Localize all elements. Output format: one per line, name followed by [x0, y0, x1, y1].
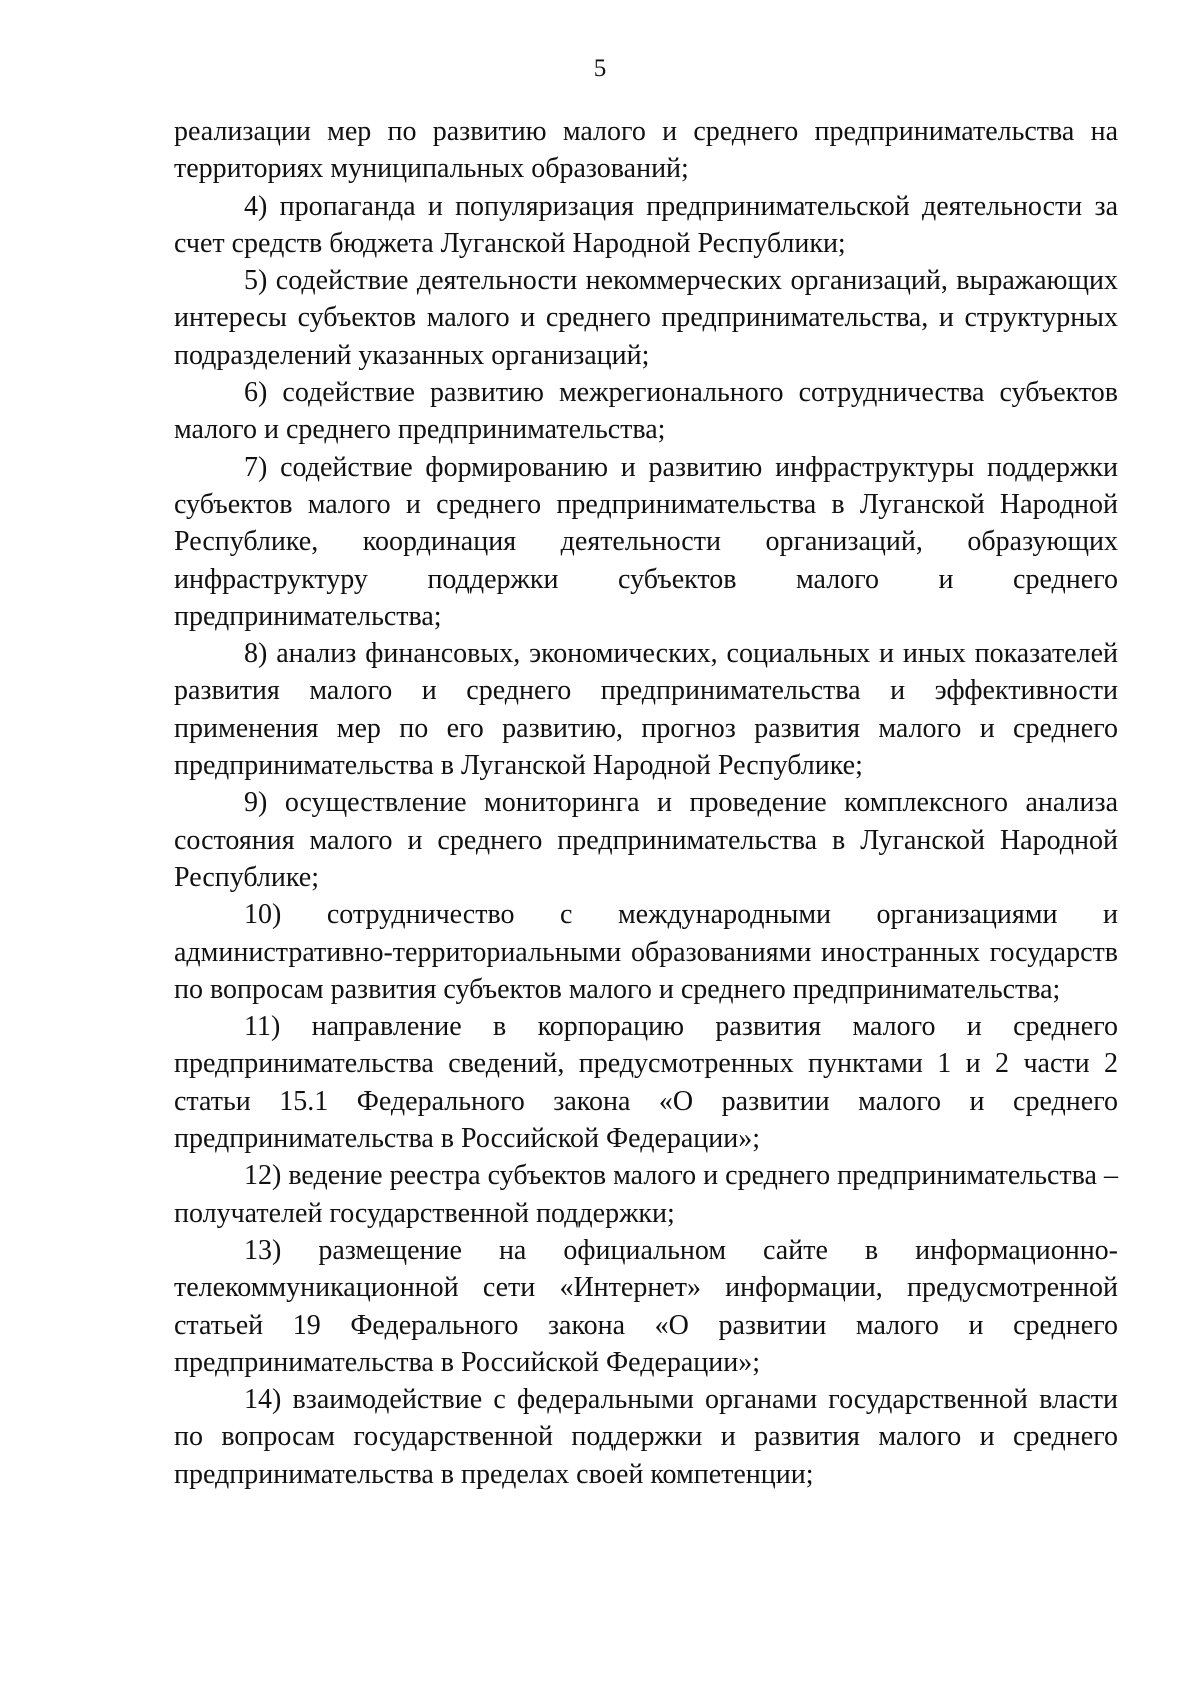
list-item-7: 7) содействие формированию и развитию инфраструктуры поддержки субъектов малого и среднего предпринимательства в Луганской Народной Республике, координация деятельности организаций, образующих инфраструктуру поддержки субъектов малого и среднего предпринимательства; — [174, 451, 1118, 632]
list-item-8: 8) анализ финансовых, экономических, социальных и иных показателей развития малого и среднего предпринимательства и эффективности применения мер по его развитию, прогноз развития малого и среднего предпринимательства в Луганской Народной Республике; — [174, 638, 1118, 782]
list-item-5: 5) содействие деятельности некоммерческих организаций, выражающих интересы субъектов малого и среднего предпринимательства, и структурных подразделений указанных организаций; — [174, 265, 1118, 371]
paragraph-continuation: реализации мер по развитию малого и среднего предпринимательства на территориях муниципальных образований; — [174, 116, 1118, 185]
list-item-10: 10) сотрудничество с международными организациями и административно-территориальными образованиями иностранных государств по вопросам развития субъектов малого и среднего предпринимательства; — [174, 899, 1118, 1005]
list-item-9: 9) осуществление мониторинга и проведение комплексного анализа состояния малого и среднего предпринимательства в Луганской Народной Республике; — [174, 787, 1118, 893]
list-item-4: 4) пропаганда и популяризация предпринимательской деятельности за счет средств бюджета Луганской Народной Республики; — [174, 190, 1118, 259]
page-number: 5 — [593, 55, 607, 82]
list-item-12: 12) ведение реестра субъектов малого и среднего предпринимательства – получателей государственной поддержки; — [174, 1160, 1118, 1229]
document-body — [174, 113, 1118, 1493]
list-item-11: 11) направление в корпорацию развития малого и среднего предпринимательства сведений, предусмотренных пунктами 1 и 2 части 2 статьи 15.1 Федерального закона «О развитии малого и среднего предпринимательства в Российской Федерации»; — [174, 1011, 1118, 1155]
list-item-6: 6) содействие развитию межрегионального сотрудничества субъектов малого и среднего предпринимательства; — [174, 377, 1118, 446]
list-item-13: 13) размещение на официальном сайте в информационно-телекоммуникационной сети «Интернет» информации, предусмотренной статьей 19 Федерального закона «О развитии малого и среднего предпринимательства в Российской Федерации»; — [174, 1234, 1118, 1378]
list-item-14: 14) взаимодействие с федеральными органами государственной власти по вопросам государственной поддержки и развития малого и среднего предпринимательства в пределах своей компетенции; — [174, 1384, 1118, 1490]
